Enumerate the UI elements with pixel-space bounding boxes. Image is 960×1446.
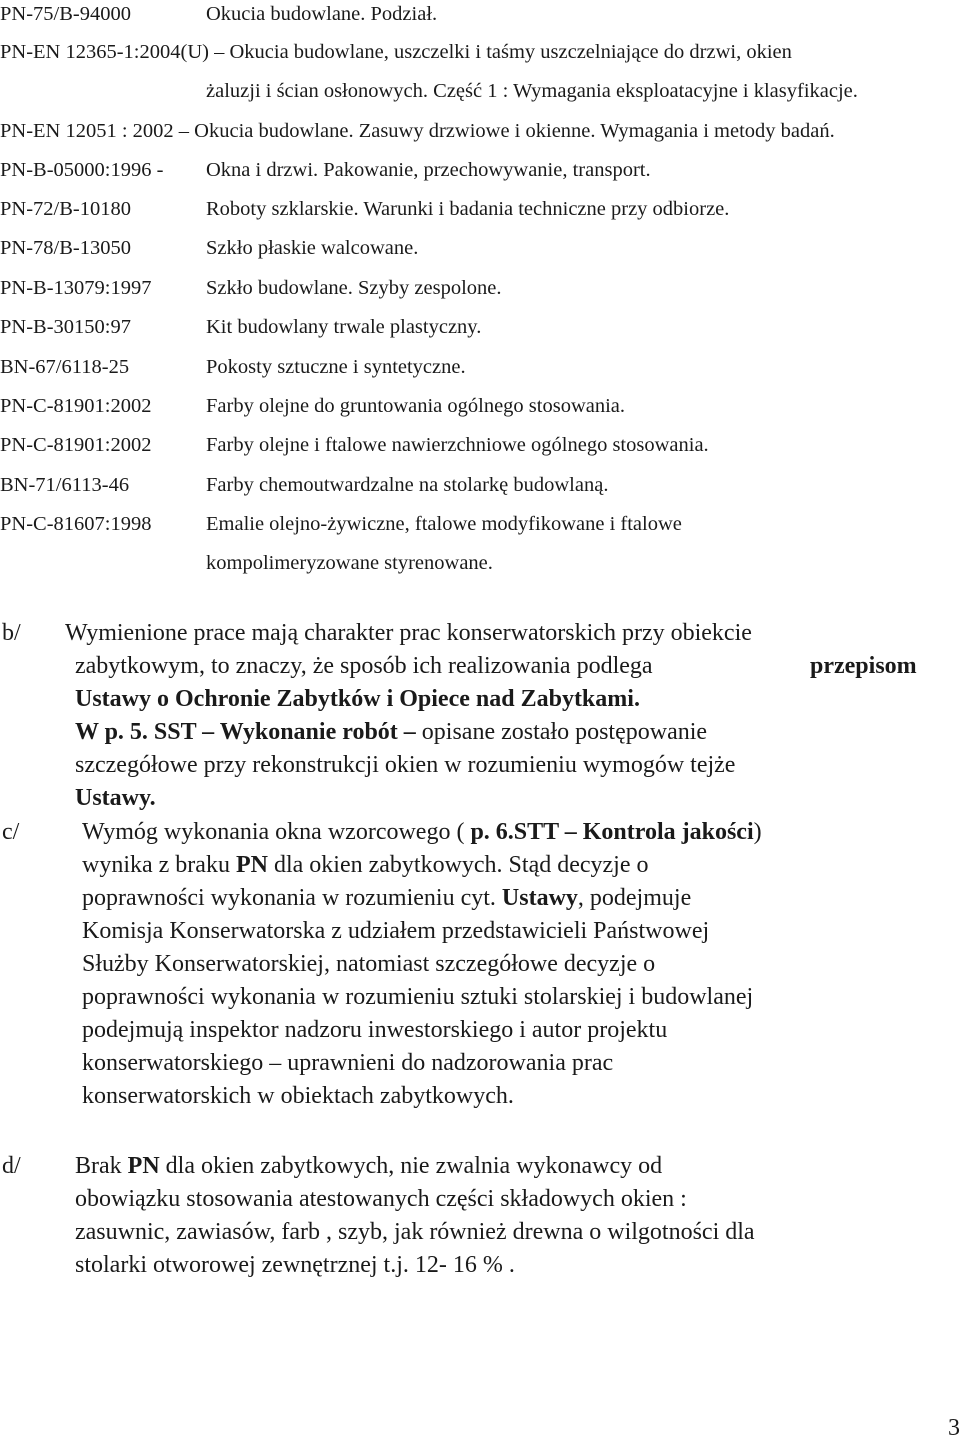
text-run-bold: W p. 5. SST – Wykonanie robót – [75,719,416,745]
standard-code: PN-75/B-94000 [0,3,131,25]
text-run: Wymóg wykonania okna wzorcowego ( [82,819,471,845]
standard-code: PN-B-13079:1997 [0,277,152,299]
standard-desc: żaluzji i ścian osłonowych. Część 1 : Wymagania eksploatacyjne i klasyfikacje. [206,80,858,102]
text-line: poprawności wykonania w rozumieniu sztuki stolarskiej i budowlanej [82,984,754,1010]
text-line: Komisja Konserwatorska z udziałem przedstawicieli Państwowej [82,918,710,944]
standard-desc: Farby olejne do gruntowania ogólnego stosowania. [206,395,626,417]
section-label: b/ [2,620,21,646]
text-run-bold: p. 6.STT – Kontrola jakości [470,819,754,845]
text-line [75,716,707,749]
standard-desc: Farby chemoutwardzalne na stolarkę budowlaną. [206,474,609,496]
standard-desc: Szkło płaskie walcowane. [206,237,419,259]
standard-desc: Pokosty sztuczne i syntetyczne. [206,356,466,378]
standard-code: BN-67/6118-25 [0,356,130,378]
text-run: Brak [75,1153,128,1179]
page-number: 3 [948,1415,960,1441]
text-line: obowiązku stosowania atestowanych części składowych okien : [75,1186,687,1212]
standard-desc: Emalie olejno-żywiczne, ftalowe modyfikowane i ftalowe [206,513,682,535]
text-line: stolarki otworowej zewnętrznej t.j. 12- 16 % . [75,1252,515,1278]
standard-code: PN-B-30150:97 [0,316,131,338]
text-line: konserwatorskich w obiektach zabytkowych. [82,1083,514,1109]
text-run: ) [753,819,762,845]
standard-desc: Okucia budowlane. Podział. [206,3,438,25]
text-run: dla okien zabytkowych. Stąd decyzje o [267,852,649,878]
standard-desc: Szkło budowlane. Szyby zespolone. [206,277,502,299]
text-line: Służby Konserwatorskiej, natomiast szczegółowe decyzje o [82,951,656,977]
standard-code: PN-C-81901:2002 [0,395,152,417]
section-label: d/ [2,1153,21,1179]
text-line [810,650,917,683]
text-line [82,849,649,882]
standard-desc: Farby olejne i ftalowe nawierzchniowe ogólnego stosowania. [206,434,709,456]
standard-desc: Kit budowlany trwale plastyczny. [206,316,482,338]
standard-code: PN-C-81607:1998 [0,513,152,535]
standard-desc: kompolimeryzowane styrenowane. [206,552,493,574]
standard-code: PN-B-05000:1996 - [0,159,164,181]
text-line: Wymienione prace mają charakter prac konserwatorskich przy obiekcie [65,620,752,646]
standard-desc: Okna i drzwi. Pakowanie, przechowywanie, transport. [206,159,651,181]
text-run-bold: Ustawy. [75,785,156,811]
text-run-bold: PN [127,1153,160,1179]
text-run-bold: PN [235,852,268,878]
standard-code: PN-72/B-10180 [0,198,131,220]
text-line: zasuwnic, zawiasów, farb , szyb, jak również drewna o wilgotności dla [75,1219,755,1245]
text-line [82,816,762,849]
text-line: podejmują inspektor nadzoru inwestorskiego i autor projektu [82,1017,668,1043]
text-run: poprawności wykonania w rozumieniu cyt. [82,885,502,911]
text-line [82,882,691,915]
text-line: konserwatorskiego – uprawnieni do nadzorowania prac [82,1050,614,1076]
text-line [75,782,156,815]
standard-code: PN-EN 12365-1:2004(U) – Okucia budowlane, uszczelki i taśmy uszczelniające do drzwi, okien [0,41,792,63]
text-run: opisane zostało postępowanie [415,719,708,745]
text-run-bold: Ustawy [501,885,578,911]
standard-code: PN-EN 12051 : 2002 – Okucia budowlane. Zasuwy drzwiowe i okienne. Wymagania i metody badań. [0,120,835,142]
standard-code: PN-78/B-13050 [0,237,131,259]
text-run-bold: Ustawy o Ochronie Zabytków i Opiece nad Zabytkami. [75,686,640,712]
text-line [75,683,640,716]
text-line [75,1150,662,1183]
text-line: szczegółowe przy rekonstrukcji okien w rozumieniu wymogów tejże [75,752,736,778]
text-run: , podejmuje [577,885,692,911]
text-run-bold: przepisom [810,653,917,679]
standard-code: PN-C-81901:2002 [0,434,152,456]
section-label: c/ [2,819,20,845]
text-run: dla okien zabytkowych, nie zwalnia wykonawcy od [159,1153,663,1179]
text-line [75,650,653,683]
text-run: wynika z braku [82,852,236,878]
text-run: zabytkowym, to znaczy, że sposób ich realizowania podlega [75,653,653,679]
standard-code: BN-71/6113-46 [0,474,130,496]
standard-desc: Roboty szklarskie. Warunki i badania techniczne przy odbiorze. [206,198,730,220]
